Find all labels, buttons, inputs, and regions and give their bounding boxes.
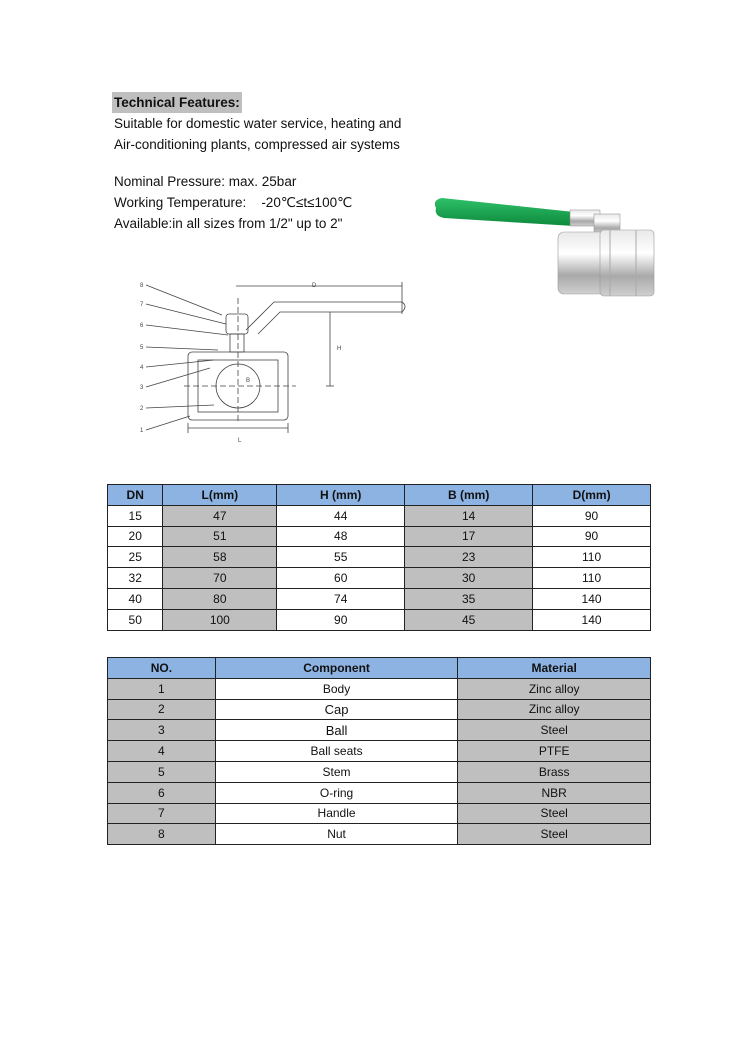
callout-8: 8 — [140, 283, 144, 289]
cell-component: O-ring — [215, 782, 458, 803]
cell-l: 58 — [163, 547, 277, 568]
cell-l: 100 — [163, 609, 277, 630]
features-line-1: Suitable for domestic water service, heating and — [114, 116, 402, 131]
cell-d: 140 — [533, 588, 651, 609]
header-component: Component — [215, 658, 458, 679]
cell-dn: 40 — [108, 588, 163, 609]
cell-component: Nut — [215, 824, 458, 845]
cell-h: 60 — [277, 568, 405, 589]
table-row — [108, 547, 651, 568]
cell-no: 2 — [108, 699, 216, 720]
cell-material: Zinc alloy — [458, 699, 651, 720]
cell-material: Steel — [458, 824, 651, 845]
cell-material: NBR — [458, 782, 651, 803]
cell-material: Steel — [458, 720, 651, 741]
table-row — [108, 824, 651, 845]
dimension-d: D — [312, 283, 317, 289]
cell-l: 51 — [163, 526, 277, 547]
cell-d: 110 — [533, 547, 651, 568]
cell-l: 47 — [163, 505, 277, 526]
table-row — [108, 741, 651, 762]
cell-d: 90 — [533, 526, 651, 547]
callout-1: 1 — [140, 428, 144, 434]
header-h: H (mm) — [277, 485, 405, 506]
cell-d: 110 — [533, 568, 651, 589]
valve-technical-drawing — [130, 278, 410, 444]
header-dn: DN — [108, 485, 163, 506]
cell-component: Handle — [215, 803, 458, 824]
cell-dn: 15 — [108, 505, 163, 526]
cell-no: 8 — [108, 824, 216, 845]
header-b: B (mm) — [405, 485, 533, 506]
available-sizes: Available:in all sizes from 1/2" up to 2" — [114, 216, 343, 231]
cell-no: 5 — [108, 761, 216, 782]
table-row — [108, 568, 651, 589]
cell-component: Ball — [215, 720, 458, 741]
technical-features — [114, 92, 414, 234]
table-row — [108, 782, 651, 803]
cell-component: Stem — [215, 761, 458, 782]
components-header-row — [108, 658, 651, 679]
cell-h: 44 — [277, 505, 405, 526]
cell-d: 90 — [533, 505, 651, 526]
components-table — [107, 657, 651, 845]
cell-h: 48 — [277, 526, 405, 547]
table-row — [108, 526, 651, 547]
cell-material: Zinc alloy — [458, 678, 651, 699]
cell-component: Body — [215, 678, 458, 699]
dimension-h: H — [337, 346, 342, 352]
callout-6: 6 — [140, 323, 144, 329]
cell-no: 7 — [108, 803, 216, 824]
cell-b: 14 — [405, 505, 533, 526]
cell-material: Steel — [458, 803, 651, 824]
features-line-2: Air-conditioning plants, compressed air systems — [114, 137, 400, 152]
cell-dn: 20 — [108, 526, 163, 547]
callout-7: 7 — [140, 302, 144, 308]
table-row — [108, 761, 651, 782]
cell-no: 1 — [108, 678, 216, 699]
cell-component: Cap — [215, 699, 458, 720]
table-row — [108, 699, 651, 720]
dimensions-header-row — [108, 485, 651, 506]
cell-b: 30 — [405, 568, 533, 589]
cell-h: 55 — [277, 547, 405, 568]
cell-material: Brass — [458, 761, 651, 782]
cell-b: 17 — [405, 526, 533, 547]
header-d: D(mm) — [533, 485, 651, 506]
header-material: Material — [458, 658, 651, 679]
table-row — [108, 609, 651, 630]
table-row — [108, 803, 651, 824]
cell-no: 4 — [108, 741, 216, 762]
cell-no: 6 — [108, 782, 216, 803]
callout-2: 2 — [140, 406, 144, 412]
cell-material: PTFE — [458, 741, 651, 762]
table-row — [108, 678, 651, 699]
dimension-l: L — [238, 438, 242, 444]
cell-dn: 32 — [108, 568, 163, 589]
dimension-b: B — [246, 378, 251, 384]
callout-4: 4 — [140, 365, 144, 371]
green-handle — [435, 198, 574, 226]
cell-b: 45 — [405, 609, 533, 630]
callout-3: 3 — [140, 385, 144, 391]
cell-b: 23 — [405, 547, 533, 568]
cell-h: 90 — [277, 609, 405, 630]
table-row — [108, 588, 651, 609]
features-title: Technical Features: — [112, 92, 242, 113]
cell-component: Ball seats — [215, 741, 458, 762]
table-row — [108, 720, 651, 741]
cell-dn: 50 — [108, 609, 163, 630]
working-temperature: Working Temperature: -20℃≤t≤100℃ — [114, 195, 353, 210]
header-l: L(mm) — [163, 485, 277, 506]
cell-h: 74 — [277, 588, 405, 609]
cell-b: 35 — [405, 588, 533, 609]
dimensions-table — [107, 484, 651, 631]
cell-dn: 25 — [108, 547, 163, 568]
header-no: NO. — [108, 658, 216, 679]
table-row — [108, 505, 651, 526]
cell-l: 70 — [163, 568, 277, 589]
cell-d: 140 — [533, 609, 651, 630]
ball-valve-photo — [424, 180, 664, 302]
cell-no: 3 — [108, 720, 216, 741]
nominal-pressure: Nominal Pressure: max. 25bar — [114, 174, 297, 189]
callout-5: 5 — [140, 345, 144, 351]
cell-l: 80 — [163, 588, 277, 609]
